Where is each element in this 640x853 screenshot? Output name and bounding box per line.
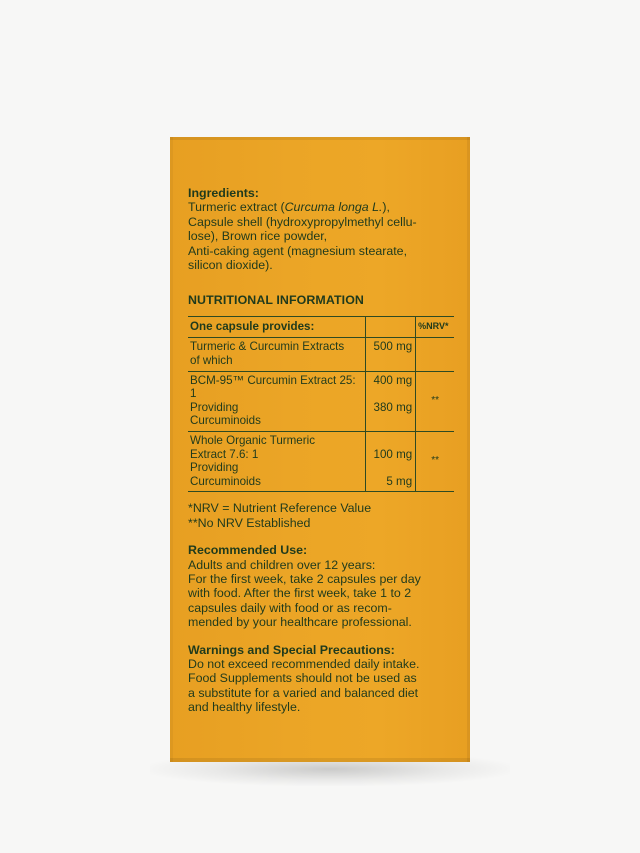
nutrient-amount-line: 400 mg	[373, 373, 413, 387]
table-row	[188, 432, 454, 492]
nutrient-label-line: BCM-95™ Curcumin Extract 25: 1	[190, 373, 356, 401]
warnings-line: Food Supplements should not be used as	[188, 671, 417, 686]
ingredients-line-5: silicon dioxide).	[188, 258, 273, 273]
ingredients-line-3: lose), Brown rice powder,	[188, 229, 328, 244]
nutrient-amount-line	[368, 461, 413, 475]
ingredients-heading: Ingredients:	[188, 186, 259, 200]
recommended-line: Adults and children over 12 years:	[188, 557, 376, 572]
nutrient-label-line: Curcuminoids	[190, 474, 261, 488]
supplement-box	[170, 137, 470, 762]
nutrition-header-row	[188, 316, 454, 338]
nutrient-label-line: of which	[190, 354, 233, 368]
nutrient-label-line: Whole Organic Turmeric	[190, 434, 315, 447]
nutrition-header-amount	[365, 316, 416, 338]
nutrient-amount-line	[368, 387, 413, 401]
nutrition-table	[188, 316, 454, 493]
nutrient-amount	[365, 338, 416, 371]
nutrition-header-nrv: %NRV*	[416, 316, 454, 338]
nutrient-label-line: Providing	[190, 400, 239, 414]
ingredients-text: ),	[382, 200, 390, 215]
recommended-use-heading: Recommended Use:	[188, 543, 308, 558]
nutrition-title: NUTRITIONAL INFORMATION	[188, 293, 364, 308]
nutrient-amount-line: 500 mg	[373, 340, 413, 354]
nutrient-amount-line: 100 mg	[373, 447, 413, 461]
nutrient-nrv: **	[416, 432, 454, 492]
recommended-line: For the first week, take 2 capsules per day	[188, 572, 421, 586]
nutrient-amount	[365, 371, 416, 431]
nutrient-label	[188, 432, 365, 492]
box-label	[188, 186, 458, 715]
nutrient-amount-line: 380 mg	[373, 400, 413, 414]
ingredients-text: Turmeric extract (	[188, 200, 285, 215]
recommended-use-section	[188, 543, 458, 629]
nutrient-amount-line: 5 mg	[386, 474, 413, 488]
table-row	[188, 371, 454, 431]
nutrient-label-line: Providing	[190, 461, 239, 475]
table-row	[188, 338, 454, 371]
ingredients-section	[188, 186, 458, 272]
ingredients-line-4: Anti-caking agent (magnesium stearate,	[188, 243, 408, 258]
footnote-nrv: *NRV = Nutrient Reference Value	[188, 501, 372, 516]
nutrient-amount-line	[368, 434, 413, 448]
box-top-edge	[170, 137, 470, 140]
nutrition-header-label: One capsule provides:	[188, 316, 365, 338]
recommended-line: with food. After the first week, take 1 to 2	[188, 586, 412, 601]
ingredients-latin-name: Curcuma longa L.	[284, 200, 383, 215]
nutrient-nrv	[416, 338, 454, 371]
warnings-heading: Warnings and Special Precautions:	[188, 642, 395, 657]
ingredients-line-1	[188, 200, 458, 214]
nutrient-amount	[365, 432, 416, 492]
footnotes	[188, 501, 458, 530]
warnings-line: and healthy lifestyle.	[188, 700, 301, 715]
warnings-line: a substitute for a varied and balanced diet	[188, 685, 419, 700]
warnings-line: Do not exceed recommended daily intake.	[188, 657, 420, 672]
nutrient-label	[188, 338, 365, 371]
nutrient-label-line: Curcuminoids	[190, 414, 261, 428]
nutrient-label-line: Turmeric & Curcumin Extracts	[190, 340, 345, 354]
recommended-line: capsules daily with food or as recom-	[188, 600, 392, 615]
recommended-line: mended by your healthcare professional.	[188, 615, 412, 630]
warnings-section	[188, 643, 458, 715]
ingredients-line-2: Capsule shell (hydroxypropylmethyl cellu-	[188, 214, 417, 229]
nutrient-label	[188, 371, 365, 431]
box-bottom-edge	[170, 758, 470, 762]
footnote-no-nrv: **No NRV Established	[188, 515, 311, 530]
nutrient-label-line: Extract 7.6: 1	[190, 447, 259, 461]
nutrient-nrv: **	[416, 371, 454, 431]
